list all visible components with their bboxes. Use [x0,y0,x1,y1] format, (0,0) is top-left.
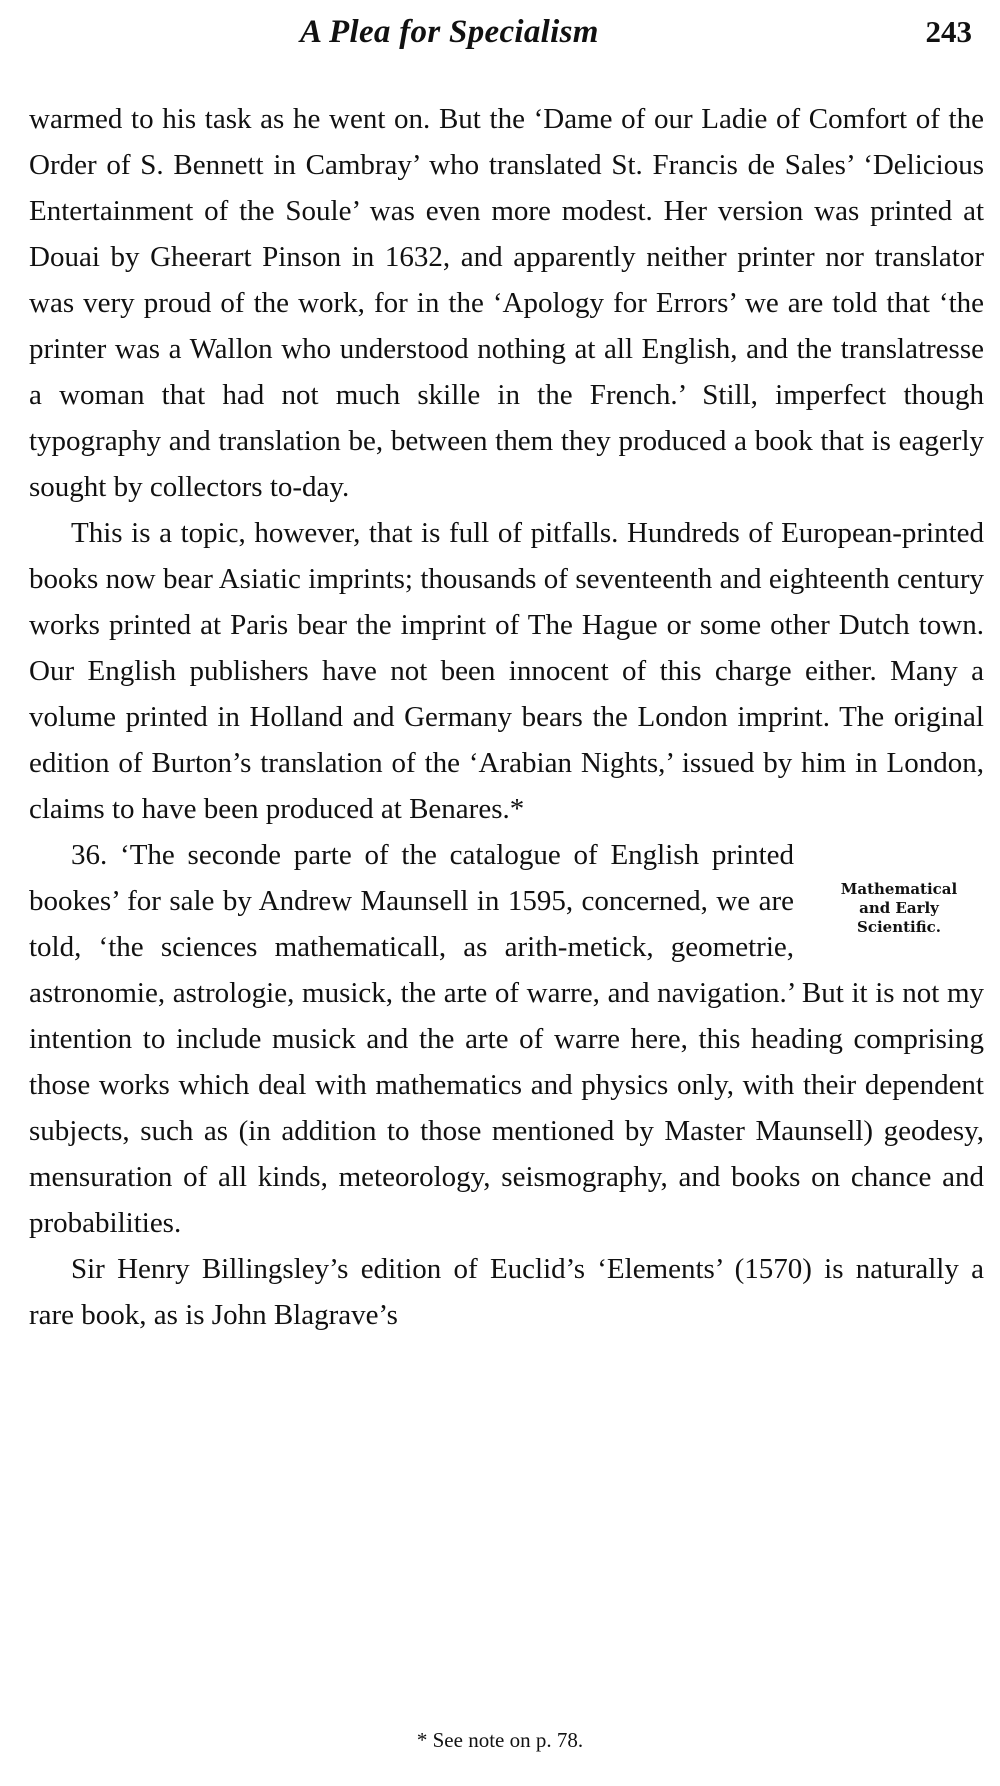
marginal-note-line: Scientific. [856,918,941,936]
marginal-note [814,880,984,937]
footnote: * See note on p. 78. [416,1728,584,1752]
page-header [0,6,1000,56]
paragraph-2: This is a topic, however, that is full of pitfalls. Hundreds of European-printed books now bear Asiatic imprints; thousands of seventeenth and eighteenth century works printed at Paris bear the imprint of The Hague or some other Dutch town. Our English publishers have not been innocent of this charge either. Many a volume printed in Holland and Germany bears the London imprint. The original edition of Burton’s translation of the ‘Arabian Nights,’ issued by him in London, claims to have been produced at Benares.* [29,517,984,825]
body-text [29,96,984,1338]
paragraph-3: 36. ‘The seconde parte of the catalogue of English printed bookes’ for sale by Andrew Maunsell in 1595, concerned, we are told, ‘the sciences mathematicall, as arith-metick, geometrie, astronomie, astrologie, musick, the arte of warre, and navigation.’ But it is not my intention to include musick and the arte of warre here, this heading comprising those works which deal with mathematics and physics only, with their dependent subjects, such as (in addition to those mentioned by Master Maunsell) geodesy, mensuration of all kinds, meteorology, seismography, and books on chance and probabilities. [29,839,984,1239]
paragraph-4: Sir Henry Billingsley’s edition of Euclid’s ‘Elements’ (1570) is naturally a rare book, as is John Blagrave’s [29,1253,984,1331]
running-title: A Plea for Specialism [300,14,599,50]
marginal-note-line: and Early [859,899,939,917]
paragraph-1: warmed to his task as he went on. But the ‘Dame of our Ladie of Comfort of the Order of S. Bennett in Cambray’ who translated St. Francis de Sales’ ‘Delicious Entertainment of the Soule’ was even more modest. Her version was printed at Douai by Gheerart Pinson in 1632, and apparently neither printer nor translator was very proud of the work, for in the ‘Apology for Errors’ we are told that ‘the printer was a Wallon who understood nothing at all English, and the translatresse a woman that had not much skille in the French.’ Still, imperfect though typography and translation be, between them they produced a book that is eagerly sought by collectors to-day. [29,103,984,503]
page-number: 243 [925,14,972,49]
marginal-note-line: Mathematical [840,880,958,898]
paragraph-3-block [29,832,984,1246]
